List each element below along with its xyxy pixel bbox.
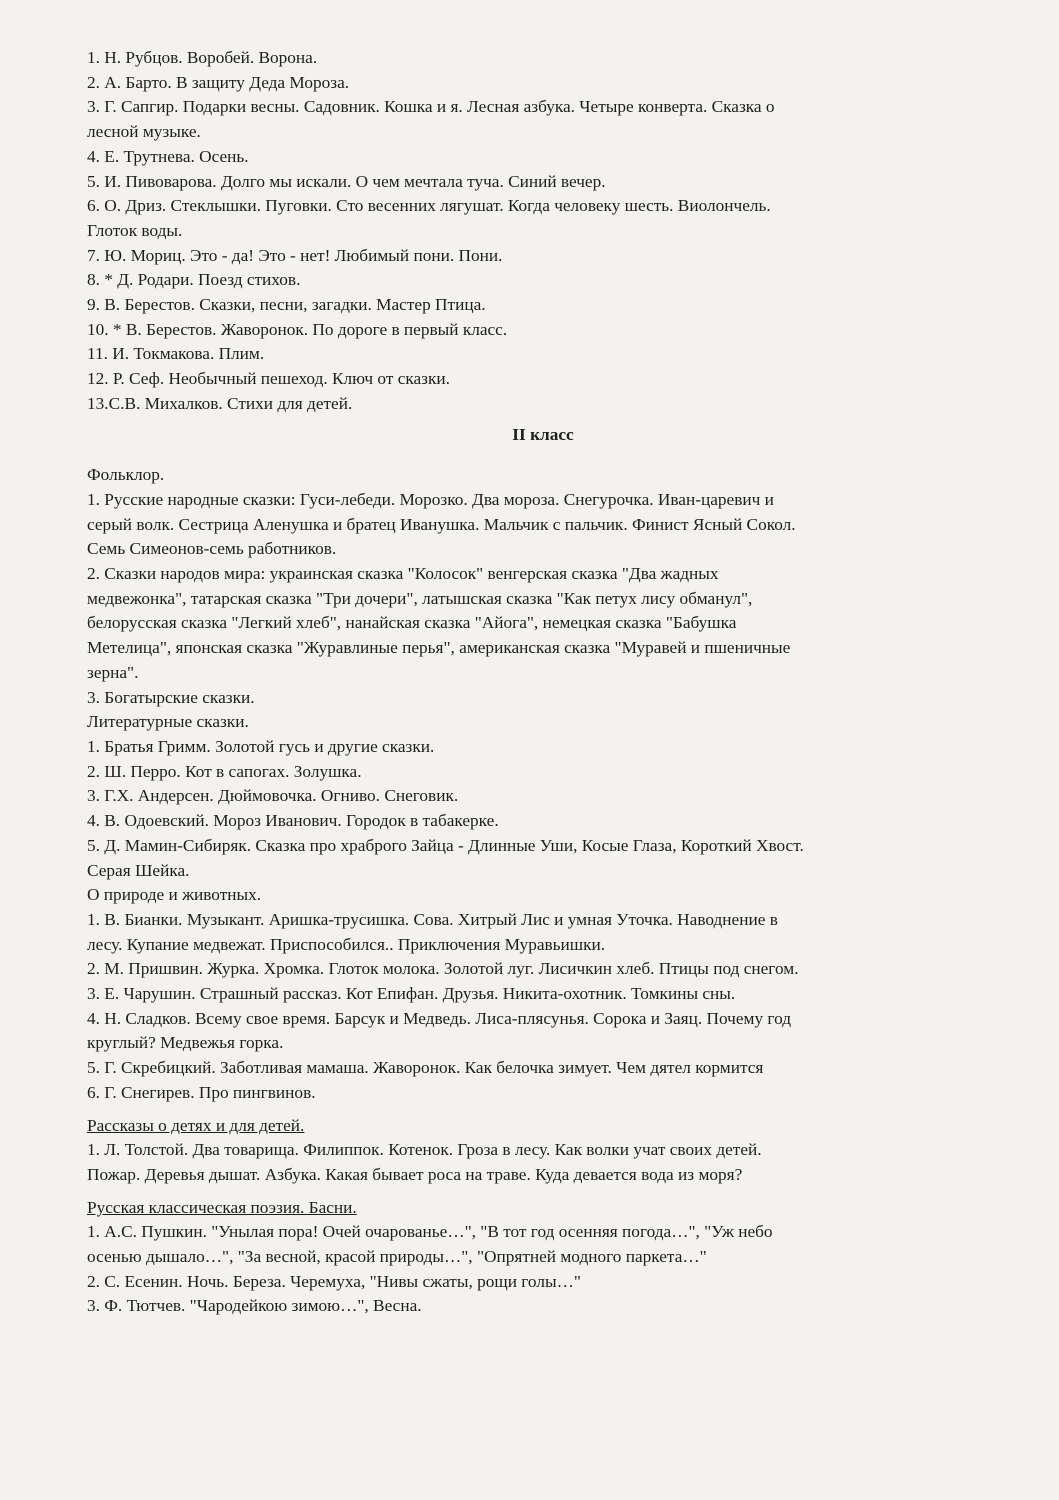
text-line: 2. А. Барто. В защиту Деда Мороза. [87,72,350,92]
text-line: Фольклор. [87,465,165,485]
text-line: Глоток воды. [87,220,183,240]
text-line: 1. А.С. Пушкин. "Унылая пора! Очей очарованье…", "В тот год осенняя погода…", "Уж небо [87,1222,773,1242]
text-line: лесу. Купание медвежат. Приспособился.. Приключения Муравьишки. [87,934,606,954]
text-line: Серая Шейка. [87,860,190,880]
text-line: Пожар. Деревья дышат. Азбука. Какая бывает роса на траве. Куда девается вода из моря? [87,1164,743,1184]
text-line: Литературные сказки. [87,712,249,732]
text-line: 5. И. Пивоварова. Долго мы искали. О чем мечтала туча. Синий вечер. [87,171,606,191]
text-line: 7. Ю. Мориц. Это - да! Это - нет! Любимый пони. Пони. [87,245,503,265]
top-reading-list [87,46,999,417]
text-line: 3. Г. Сапгир. Подарки весны. Садовник. Кошка и я. Лесная азбука. Четыре конверта. Сказка о [87,97,775,117]
text-line: 3. Е. Чарушин. Страшный рассказ. Кот Епифан. Друзья. Никита-охотник. Томкины сны. [87,984,736,1004]
text-line: 4. В. Одоевский. Мороз Иванович. Городок в табакерке. [87,811,499,831]
text-line: 4. Н. Сладков. Всему свое время. Барсук и Медведь. Лиса-плясунья. Сорока и Заяц. Почему год [87,1008,792,1028]
text-line: 10. * В. Берестов. Жаворонок. По дороге в первый класс. [87,319,508,339]
text-line: 3. Богатырские сказки. [87,687,255,707]
main-reading-list [87,463,999,1105]
section-title-poetry: Русская классическая поэзия. Басни. [87,1197,357,1217]
class-heading: II класс [512,424,574,444]
text-line: 4. Е. Трутнева. Осень. [87,146,249,166]
text-line: 2. Сказки народов мира: украинская сказка "Колосок" венгерская сказка "Два жадных [87,564,719,584]
text-line: 1. Н. Рубцов. Воробей. Ворона. [87,48,318,67]
text-line: 12. Р. Сеф. Необычный пешеход. Ключ от сказки. [87,369,450,389]
text-line: 8. * Д. Родари. Поезд стихов. [87,270,301,290]
text-line: О природе и животных. [87,885,262,905]
text-line: Метелица", японская сказка "Журавлиные перья", американская сказка "Муравей и пшеничные [87,638,791,658]
text-line: белорусская сказка "Легкий хлеб", нанайская сказка "Айога", немецкая сказка "Бабушка [87,613,737,633]
text-line: зерна". [87,662,139,682]
text-line: 1. Братья Гримм. Золотой гусь и другие сказки. [87,736,435,756]
text-line: осенью дышало…", "За весной, красой природы…", "Опрятней модного паркета…" [87,1247,707,1267]
text-line: 3. Ф. Тютчев. "Чародейкою зимою…", Весна. [87,1296,422,1316]
text-line: 6. О. Дриз. Стеклышки. Пуговки. Сто весенних лягушат. Когда человеку шесть. Виолончель. [87,196,771,216]
text-line: 1. Русские народные сказки: Гуси-лебеди. Морозко. Два мороза. Снегурочка. Иван-царевич и [87,489,774,509]
text-line: 2. С. Есенин. Ночь. Береза. Черемуха, "Нивы сжаты, рощи голы…" [87,1271,581,1291]
text-line: 11. И. Токмакова. Плим. [87,344,265,364]
text-line: 5. Г. Скребицкий. Заботливая мамаша. Жаворонок. Как белочка зимует. Чем дятел кормится [87,1058,764,1078]
text-line: лесной музыке. [87,122,201,142]
section-title-stories: Рассказы о детях и для детей. [87,1115,305,1135]
text-line: круглый? Медвежья горка. [87,1033,284,1053]
poetry-reading-list [87,1220,999,1319]
text-line: медвежонка", татарская сказка "Три дочери", латышская сказка "Как петух лису обманул", [87,588,753,608]
text-line: 9. В. Берестов. Сказки, песни, загадки. Мастер Птица. [87,295,486,315]
text-line: серый волк. Сестрица Аленушка и братец Иванушка. Мальчик с пальчик. Финист Ясный Сокол. [87,514,796,534]
text-line: 5. Д. Мамин-Сибиряк. Сказка про храброго Зайца - Длинные Уши, Косые Глаза, Короткий Хвост. [87,835,804,855]
text-line: 3. Г.Х. Андерсен. Дюймовочка. Огниво. Снеговик. [87,786,459,806]
text-line: 13.С.В. Михалков. Стихи для детей. [87,393,353,413]
text-line: Семь Симеонов-семь работников. [87,539,337,559]
text-line: 1. В. Бианки. Музыкант. Аришка-трусишка. Сова. Хитрый Лис и умная Уточка. Наводнение в [87,909,778,929]
text-line: 2. Ш. Перро. Кот в сапогах. Золушка. [87,761,362,781]
text-line: 6. Г. Снегирев. Про пингвинов. [87,1082,316,1102]
stories-reading-list [87,1138,999,1187]
text-line: 1. Л. Толстой. Два товарища. Филиппок. Котенок. Гроза в лесу. Как волки учат своих детей. [87,1140,762,1160]
text-line: 2. М. Пришвин. Журка. Хромка. Глоток молока. Золотой луг. Лисичкин хлеб. Птицы под снегом. [87,959,799,979]
